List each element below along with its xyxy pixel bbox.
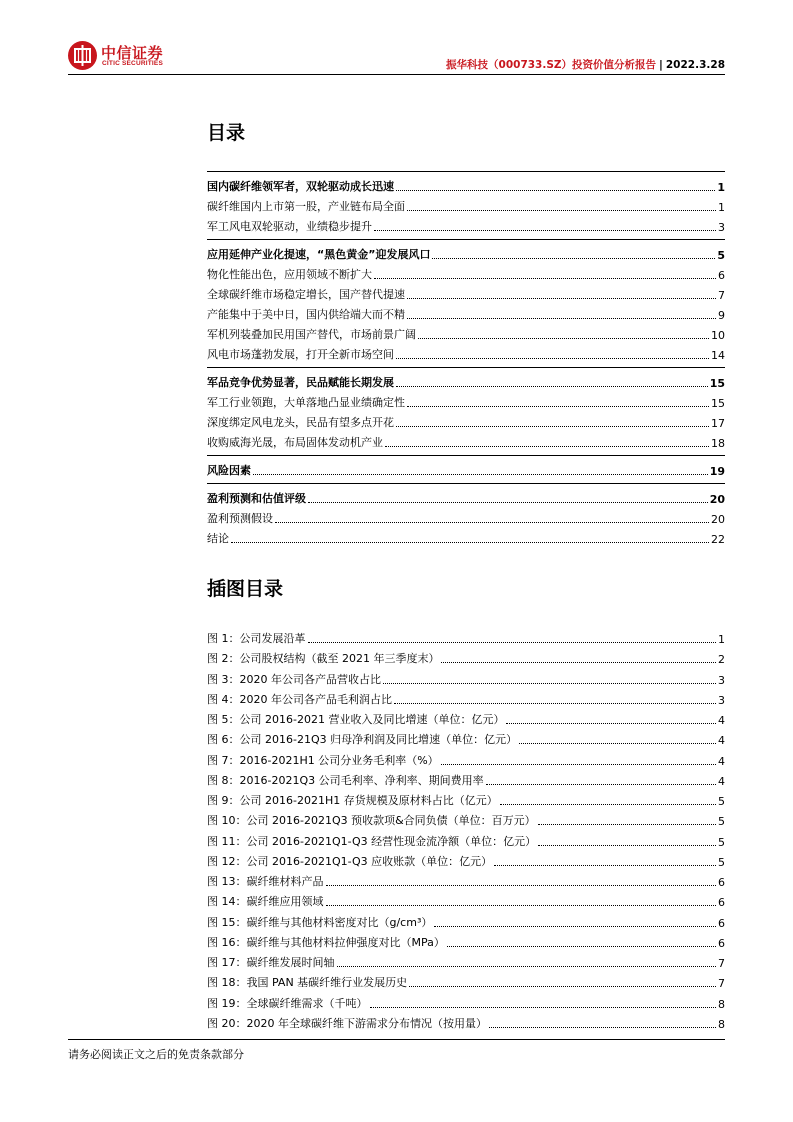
dot-leader: [506, 723, 716, 724]
dot-leader: [308, 642, 717, 643]
entry-page-number: 5: [718, 795, 725, 808]
entry-title: 图 7：2016-2021H1 公司分业务毛利率（%）: [207, 754, 439, 767]
dot-leader: [308, 502, 708, 503]
logo-chinese-name: 中信证券: [101, 44, 164, 62]
toc-section-entry[interactable]: [207, 174, 725, 194]
entry-page-number: 8: [718, 998, 725, 1011]
entry-title: 图 2：公司股权结构（截至 2021 年三季度末）: [207, 652, 440, 665]
entry-page-number: 10: [711, 329, 725, 342]
dot-leader: [396, 386, 708, 387]
figure-entry[interactable]: [207, 829, 725, 849]
entry-page-number: 6: [718, 896, 725, 909]
entry-page-number: 15: [711, 397, 725, 410]
dot-leader: [231, 542, 709, 543]
entry-page-number: 20: [709, 493, 725, 506]
dot-leader: [337, 966, 717, 967]
dot-leader: [538, 824, 716, 825]
entry-page-number: 4: [718, 714, 725, 727]
report-date: 2022.3.28: [665, 59, 725, 71]
entry-page-number: 19: [709, 465, 725, 478]
entry-title: 全球碳纤维市场稳定增长，国产替代提速: [207, 288, 405, 301]
entry-title: 图 16：碳纤维与其他材料拉伸强度对比（MPa）: [207, 936, 445, 949]
dot-leader: [489, 1027, 716, 1028]
dot-leader: [407, 406, 709, 407]
entry-page-number: 15: [709, 377, 725, 390]
entry-page-number: 1: [718, 201, 725, 214]
entry-title: 图 19：全球碳纤维需求（千吨）: [207, 997, 368, 1010]
toc-subsection-entry[interactable]: [207, 430, 725, 450]
report-title: 振华科技（000733.SZ）投资价值分析报告: [446, 59, 657, 71]
dot-leader: [407, 318, 716, 319]
dot-leader: [253, 474, 708, 475]
footer-rule: [68, 1039, 725, 1040]
entry-title: 深度绑定风电龙头，民品有望多点开花: [207, 416, 394, 429]
toc-subsection-entry[interactable]: [207, 282, 725, 302]
figure-entry[interactable]: [207, 626, 725, 646]
dot-leader: [326, 905, 717, 906]
header-separator: |: [659, 59, 663, 71]
figure-entry[interactable]: [207, 687, 725, 707]
figure-entry[interactable]: [207, 849, 725, 869]
figure-entry[interactable]: [207, 707, 725, 727]
figure-entry[interactable]: [207, 869, 725, 889]
entry-page-number: 3: [718, 221, 725, 234]
entry-page-number: 3: [718, 674, 725, 687]
entry-page-number: 5: [718, 815, 725, 828]
entry-page-number: 1: [718, 633, 725, 646]
toc-subsection-entry[interactable]: [207, 194, 725, 214]
entry-page-number: 4: [718, 734, 725, 747]
entry-title: 图 9：公司 2016-2021H1 存货规模及原材料占比（亿元）: [207, 794, 498, 807]
figure-entry[interactable]: [207, 991, 725, 1011]
entry-title: 图 1：公司发展沿革: [207, 632, 306, 645]
entry-title: 产能集中于美中日，国内供给端大而不精: [207, 308, 405, 321]
entry-page-number: 14: [711, 349, 725, 362]
dot-leader: [370, 1007, 717, 1008]
entry-title: 军机列装叠加民用国产替代，市场前景广阔: [207, 328, 416, 341]
entry-title: 应用延伸产业化提速，“黑色黄金”迎发展风口: [207, 248, 431, 261]
entry-page-number: 7: [718, 977, 725, 990]
entry-title: 结论: [207, 532, 229, 545]
dot-leader: [409, 986, 716, 987]
entry-title: 图 12：公司 2016-2021Q1-Q3 应收账款（单位：亿元）: [207, 855, 493, 868]
toc-section-entry[interactable]: [207, 242, 725, 262]
logo-english-name: CITIC SECURITIES: [102, 60, 163, 67]
dot-leader: [396, 190, 715, 191]
report-header: [446, 57, 725, 72]
dot-leader: [407, 298, 716, 299]
dot-leader: [432, 258, 715, 259]
entry-title: 军工风电双轮驱动，业绩稳步提升: [207, 220, 372, 233]
entry-page-number: 22: [711, 533, 725, 546]
figure-entry[interactable]: [207, 1011, 725, 1031]
toc-subsection-entry[interactable]: [207, 410, 725, 430]
toc-title: 目录: [207, 122, 246, 144]
entry-title: 军工行业领跑，大单落地凸显业绩确定性: [207, 396, 405, 409]
dot-leader: [500, 804, 716, 805]
toc-subsection-entry[interactable]: [207, 526, 725, 546]
entry-title: 图 3：2020 年公司各产品营收占比: [207, 673, 381, 686]
header-rule: [68, 74, 725, 75]
figure-entry[interactable]: [207, 667, 725, 687]
entry-page-number: 6: [718, 269, 725, 282]
toc-section-entry[interactable]: [207, 458, 725, 478]
dot-leader: [486, 784, 716, 785]
dot-leader: [275, 522, 709, 523]
dot-leader: [538, 845, 716, 846]
dot-leader: [326, 885, 717, 886]
entry-page-number: 7: [718, 289, 725, 302]
dot-leader: [441, 764, 716, 765]
dot-leader: [441, 662, 716, 663]
figure-entry[interactable]: [207, 970, 725, 990]
figure-entry[interactable]: [207, 727, 725, 747]
entry-title: 图 20：2020 年全球碳纤维下游需求分布情况（按用量）: [207, 1017, 487, 1030]
toc-section-entry[interactable]: [207, 486, 725, 506]
footer-disclaimer: 请务必阅读正文之后的免责条款部分: [68, 1048, 244, 1061]
figure-entry[interactable]: [207, 808, 725, 828]
entry-page-number: 3: [718, 694, 725, 707]
entry-title: 国内碳纤维领军者，双轮驱动成长迅速: [207, 180, 394, 193]
dot-leader: [383, 683, 716, 684]
entry-title: 图 6：公司 2016-21Q3 归母净利润及同比增速（单位：亿元）: [207, 733, 518, 746]
figure-entry[interactable]: [207, 910, 725, 930]
entry-title: 图 5：公司 2016-2021 营业收入及同比增速（单位：亿元）: [207, 713, 505, 726]
entry-page-number: 5: [717, 249, 725, 262]
dot-leader: [374, 278, 716, 279]
figure-entry[interactable]: [207, 889, 725, 909]
entry-title: 碳纤维国内上市第一股，产业链布局全面: [207, 200, 405, 213]
entry-page-number: 18: [711, 437, 725, 450]
entry-title: 图 11：公司 2016-2021Q1-Q3 经营性现金流净额（单位：亿元）: [207, 835, 537, 848]
figure-entry[interactable]: [207, 768, 725, 788]
entry-title: 图 15：碳纤维与其他材料密度对比（g/cm³）: [207, 916, 433, 929]
figure-entry[interactable]: [207, 950, 725, 970]
dot-leader: [447, 946, 716, 947]
entry-page-number: 6: [718, 917, 725, 930]
toc-subsection-entry[interactable]: [207, 214, 725, 234]
figure-entry[interactable]: [207, 646, 725, 666]
entry-page-number: 8: [718, 1018, 725, 1031]
entry-title: 风险因素: [207, 464, 251, 477]
toc-subsection-entry[interactable]: [207, 506, 725, 526]
entry-page-number: 4: [718, 775, 725, 788]
dot-leader: [519, 743, 716, 744]
dot-leader: [418, 338, 709, 339]
entry-page-number: 20: [711, 513, 725, 526]
entry-title: 盈利预测假设: [207, 512, 273, 525]
entry-page-number: 6: [718, 876, 725, 889]
entry-page-number: 9: [718, 309, 725, 322]
toc-subsection-entry[interactable]: [207, 302, 725, 322]
citic-logo: [68, 41, 178, 77]
entry-title: 图 8：2016-2021Q3 公司毛利率、净利率、期间费用率: [207, 774, 484, 787]
entry-title: 图 14：碳纤维应用领域: [207, 895, 324, 908]
entry-page-number: 1: [717, 181, 725, 194]
toc-subsection-entry[interactable]: [207, 390, 725, 410]
entry-title: 图 18：我国 PAN 基碳纤维行业发展历史: [207, 976, 408, 989]
figure-entry[interactable]: [207, 930, 725, 950]
dot-leader: [494, 865, 716, 866]
dot-leader: [407, 210, 716, 211]
figure-entry[interactable]: [207, 748, 725, 768]
dot-leader: [385, 446, 709, 447]
figure-entry[interactable]: [207, 788, 725, 808]
entry-title: 图 17：碳纤维发展时间轴: [207, 956, 335, 969]
toc-subsection-entry[interactable]: [207, 262, 725, 282]
dot-leader: [374, 230, 716, 231]
entry-page-number: 17: [711, 417, 725, 430]
toc-subsection-entry[interactable]: [207, 322, 725, 342]
entry-page-number: 5: [718, 836, 725, 849]
entry-title: 图 10：公司 2016-2021Q3 预收款项&合同负债（单位：百万元）: [207, 814, 536, 827]
entry-page-number: 2: [718, 653, 725, 666]
toc-subsection-entry[interactable]: [207, 342, 725, 362]
figure-list-title: 插图目录: [207, 578, 284, 600]
entry-title: 风电市场蓬勃发展，打开全新市场空间: [207, 348, 394, 361]
dot-leader: [434, 926, 716, 927]
dot-leader: [396, 358, 709, 359]
entry-page-number: 6: [718, 937, 725, 950]
entry-page-number: 5: [718, 856, 725, 869]
entry-title: 图 4：2020 年公司各产品毛利润占比: [207, 693, 392, 706]
entry-title: 收购威海光晟，布局固体发动机产业: [207, 436, 383, 449]
entry-page-number: 7: [718, 957, 725, 970]
entry-title: 物化性能出色，应用领域不断扩大: [207, 268, 372, 281]
entry-title: 盈利预测和估值评级: [207, 492, 306, 505]
citic-logo-icon: [68, 41, 97, 70]
entry-page-number: 4: [718, 755, 725, 768]
dot-leader: [396, 426, 709, 427]
toc-section-entry[interactable]: [207, 370, 725, 390]
entry-title: 军品竞争优势显著，民品赋能长期发展: [207, 376, 394, 389]
dot-leader: [394, 703, 716, 704]
entry-title: 图 13：碳纤维材料产品: [207, 875, 324, 888]
